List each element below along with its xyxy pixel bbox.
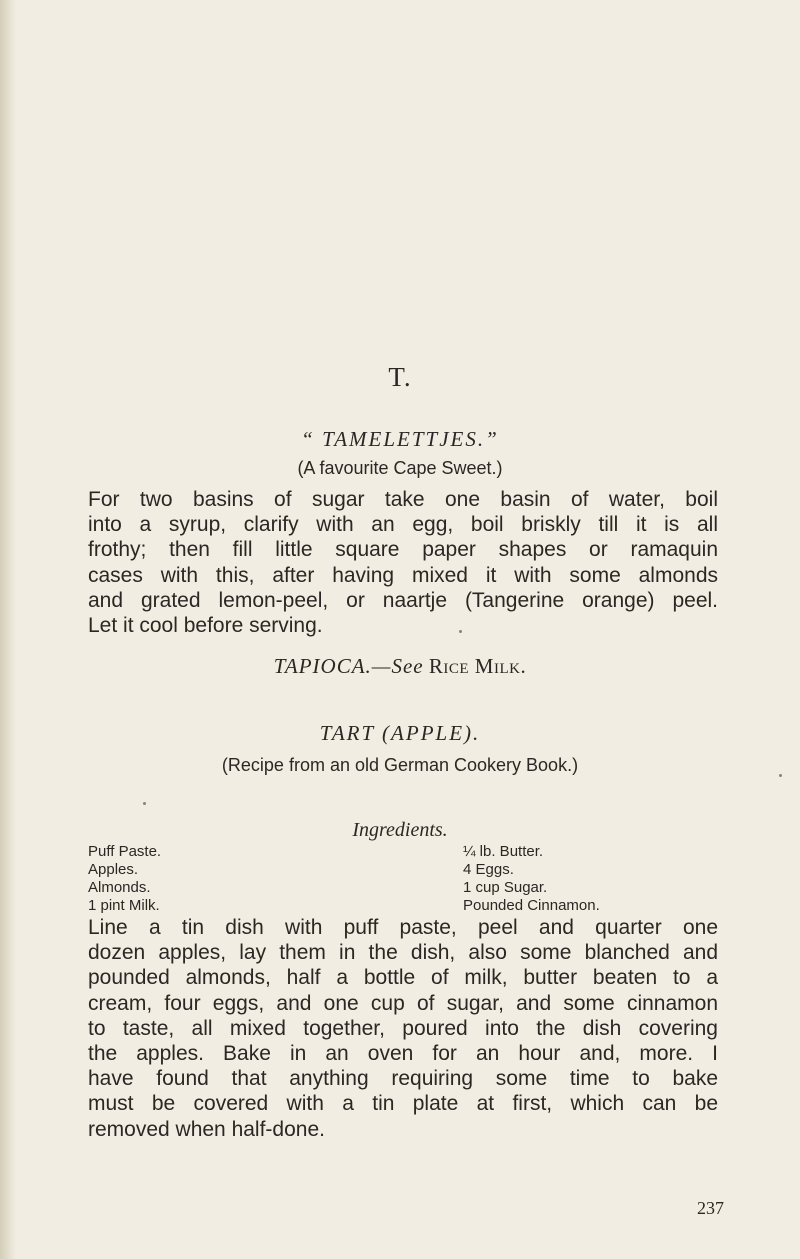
recipe-title-tart-apple: TART (APPLE). bbox=[319, 721, 481, 745]
tapioca-cross-reference bbox=[0, 654, 800, 679]
ingredient-item: 1 pint Milk. bbox=[88, 897, 160, 914]
ingredient-item: 4 Eggs. bbox=[463, 861, 514, 878]
recipe-title-tamelettjes: “ TAMELETTJES.” bbox=[301, 427, 499, 451]
ingredient-item: Apples. bbox=[88, 861, 139, 878]
body-line: cream, four eggs, and one cup of sugar, and some cinnamon bbox=[88, 991, 718, 1015]
ingredient-item: Almonds. bbox=[88, 879, 151, 896]
body-line: have found that anything requiring some time to bake bbox=[88, 1067, 718, 1091]
tapioca-name: TAPIOCA. bbox=[273, 654, 372, 678]
ingredient-item: Puff Paste. bbox=[88, 843, 162, 860]
body-line: and grated lemon-peel, or naartje (Tangerine orange) peel. bbox=[88, 588, 718, 612]
recipe-body-tamelettjes bbox=[88, 487, 718, 638]
body-line: frothy; then fill little square paper shapes or ramaquin bbox=[88, 538, 718, 562]
body-line: must be covered with a tin plate at first, which can be bbox=[88, 1092, 718, 1116]
ingredient-item: Pounded Cinnamon. bbox=[463, 897, 600, 914]
body-line: Let it cool before serving. bbox=[88, 614, 323, 638]
page-number: 237 bbox=[697, 1198, 724, 1218]
body-line: removed when half-done. bbox=[88, 1117, 325, 1141]
ingredients-left-column bbox=[88, 843, 161, 915]
body-line: Line a tin dish with puff paste, peel and quarter one bbox=[88, 916, 718, 939]
ingredient-item: 1 cup Sugar. bbox=[463, 879, 548, 896]
recipe-subtitle-tart-apple: (Recipe from an old German Cookery Book.) bbox=[221, 755, 579, 775]
ingredients-heading: Ingredients. bbox=[352, 819, 448, 841]
section-letter: T. bbox=[388, 362, 412, 392]
body-line: dozen apples, lay them in the dish, also some blanched and bbox=[88, 941, 718, 965]
body-line: pounded almonds, half a bottle of milk, butter beaten to a bbox=[88, 966, 718, 990]
paper-speck bbox=[459, 630, 462, 633]
body-line: into a syrup, clarify with an egg, boil briskly till it is all bbox=[88, 513, 718, 537]
recipe-body-tart-apple bbox=[88, 915, 718, 1142]
body-line: to taste, all mixed together, poured into the dish covering bbox=[88, 1016, 718, 1040]
paper-speck bbox=[143, 802, 146, 805]
body-line: the apples. Bake in an oven for an hour and, more. I bbox=[88, 1042, 718, 1066]
ingredient-item: ¼ lb. Butter. bbox=[463, 843, 544, 860]
tapioca-see: —See bbox=[371, 654, 424, 678]
tapioca-ref: Rice Milk. bbox=[428, 654, 527, 678]
recipe-subtitle-tamelettjes: (A favourite Cape Sweet.) bbox=[297, 458, 503, 478]
page-edge-shadow bbox=[0, 0, 16, 1259]
paper-speck bbox=[779, 774, 782, 777]
body-line: cases with this, after having mixed it with some almonds bbox=[88, 563, 718, 587]
body-line: For two basins of sugar take one basin of water, boil bbox=[88, 488, 718, 511]
ingredients-right-column bbox=[463, 843, 600, 915]
